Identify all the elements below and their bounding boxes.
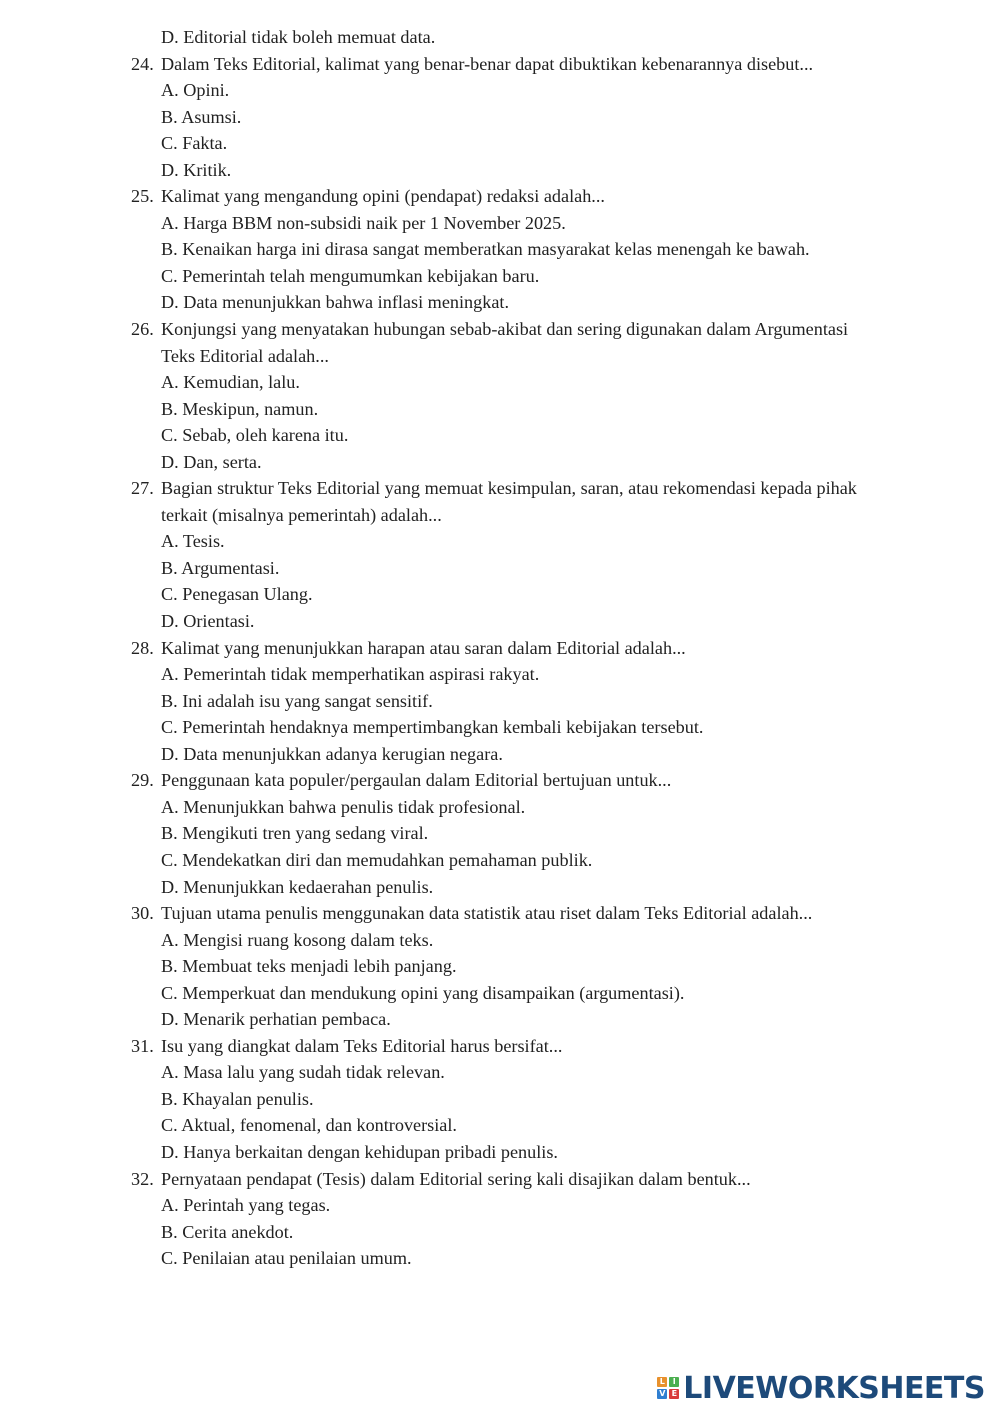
worksheet-content: [0, 24, 999, 1272]
logo-cell: E: [669, 1389, 679, 1399]
logo-cell: I: [669, 1377, 679, 1387]
answer-option: A. Perintah yang tegas.: [161, 1195, 331, 1216]
question: [0, 475, 999, 502]
question-text: Kalimat yang mengandung opini (pendapat) redaksi adalah...: [161, 186, 605, 207]
answer-option: D. Data menunjukkan adanya kerugian negara.: [161, 743, 503, 764]
question-number: 32.: [131, 1168, 154, 1189]
question-number: 30.: [131, 903, 154, 924]
answer-option: C. Penilaian atau penilaian umum.: [161, 1248, 412, 1269]
question: [0, 900, 999, 927]
answer-option: A. Harga BBM non-subsidi naik per 1 November 2025.: [161, 212, 566, 233]
answer-option: C. Aktual, fenomenal, dan kontroversial.: [161, 1115, 457, 1136]
answer-option: C. Penegasan Ulang.: [161, 584, 313, 605]
question: [0, 183, 999, 210]
question-number: 31.: [131, 1035, 154, 1056]
answer-option: D. Data menunjukkan bahwa inflasi meningkat.: [161, 292, 509, 313]
question-text: Penggunaan kata populer/pergaulan dalam Editorial bertujuan untuk...: [161, 770, 672, 791]
question-number: 25.: [131, 186, 154, 207]
answer-option: C. Pemerintah hendaknya mempertimbangkan kembali kebijakan tersebut.: [161, 717, 704, 738]
answer-option: A. Masa lalu yang sudah tidak relevan.: [161, 1062, 445, 1083]
question-text: Tujuan utama penulis menggunakan data statistik atau riset dalam Teks Editorial adalah...: [161, 903, 813, 924]
answer-option: C. Fakta.: [161, 133, 228, 154]
answer-option: B. Cerita anekdot.: [161, 1221, 294, 1242]
answer-option: C. Mendekatkan diri dan memudahkan pemahaman publik.: [161, 849, 593, 870]
answer-option: D. Editorial tidak boleh memuat data.: [161, 27, 436, 47]
question-text: Pernyataan pendapat (Tesis) dalam Editorial sering kali disajikan dalam bentuk...: [161, 1168, 751, 1189]
answer-option: D. Kritik.: [161, 159, 232, 180]
answer-option: B. Khayalan penulis.: [161, 1088, 314, 1109]
answer-option: A. Tesis.: [161, 531, 225, 552]
answer-option: A. Opini.: [161, 80, 230, 101]
question-text: Kalimat yang menunjukkan harapan atau saran dalam Editorial adalah...: [161, 637, 686, 658]
answer-option: B. Argumentasi.: [161, 557, 280, 578]
question-text: Dalam Teks Editorial, kalimat yang benar-benar dapat dibuktikan kebenarannya disebut...: [161, 53, 814, 74]
answer-option: D. Hanya berkaitan dengan kehidupan pribadi penulis.: [161, 1141, 558, 1162]
answer-option: B. Membuat teks menjadi lebih panjang.: [161, 956, 457, 977]
logo-cell: V: [659, 1389, 666, 1398]
question-number: 29.: [131, 770, 154, 791]
question-number: 24.: [131, 53, 154, 74]
answer-option: A. Mengisi ruang kosong dalam teks.: [161, 929, 434, 950]
answer-option: B. Ini adalah isu yang sangat sensitif.: [161, 690, 433, 711]
liveworksheets-brand: [657, 1371, 985, 1405]
question: [0, 767, 999, 794]
question-text: Isu yang diangkat dalam Teks Editorial harus bersifat...: [161, 1035, 563, 1056]
question-text: Bagian struktur Teks Editorial yang memuat kesimpulan, saran, atau rekomendasi kepada pihak: [161, 478, 857, 499]
question-text-continued: terkait (misalnya pemerintah) adalah...: [161, 504, 442, 525]
answer-option: D. Menarik perhatian pembaca.: [161, 1009, 391, 1030]
question-number: 27.: [131, 478, 154, 499]
answer-option: A. Pemerintah tidak memperhatikan aspirasi rakyat.: [161, 664, 540, 685]
answer-option: C. Pemerintah telah mengumumkan kebijakan baru.: [161, 265, 540, 286]
answer-option: C. Sebab, oleh karena itu.: [161, 425, 349, 446]
answer-option: A. Menunjukkan bahwa penulis tidak profesional.: [161, 796, 526, 817]
answer-option: D. Menunjukkan kedaerahan penulis.: [161, 876, 434, 897]
answer-option: B. Kenaikan harga ini dirasa sangat memberatkan masyarakat kelas menengah ke bawah.: [161, 239, 810, 260]
logo-cell: L: [657, 1377, 667, 1387]
question: [0, 1033, 999, 1060]
answer-option: A. Kemudian, lalu.: [161, 372, 300, 393]
question-text-continued: Teks Editorial adalah...: [161, 345, 329, 366]
question: [0, 51, 999, 78]
question-number: 26.: [131, 319, 154, 340]
answer-option: D. Dan, serta.: [161, 451, 262, 472]
answer-option: C. Memperkuat dan mendukung opini yang disampaikan (argumentasi).: [161, 982, 685, 1003]
question: [0, 1166, 999, 1193]
question-number: 28.: [131, 637, 154, 658]
question: [0, 635, 999, 662]
answer-option: B. Mengikuti tren yang sedang viral.: [161, 823, 429, 844]
answer-option: B. Meskipun, namun.: [161, 398, 319, 419]
answer-option: D. Orientasi.: [161, 611, 255, 632]
brand-name: LIVEWORKSHEETS: [683, 1370, 985, 1406]
question-text: Konjungsi yang menyatakan hubungan sebab-akibat dan sering digunakan dalam Argumentasi: [161, 319, 849, 340]
liveworksheets-logo-icon: [657, 1377, 679, 1399]
question: [0, 316, 999, 343]
answer-option: B. Asumsi.: [161, 106, 242, 127]
